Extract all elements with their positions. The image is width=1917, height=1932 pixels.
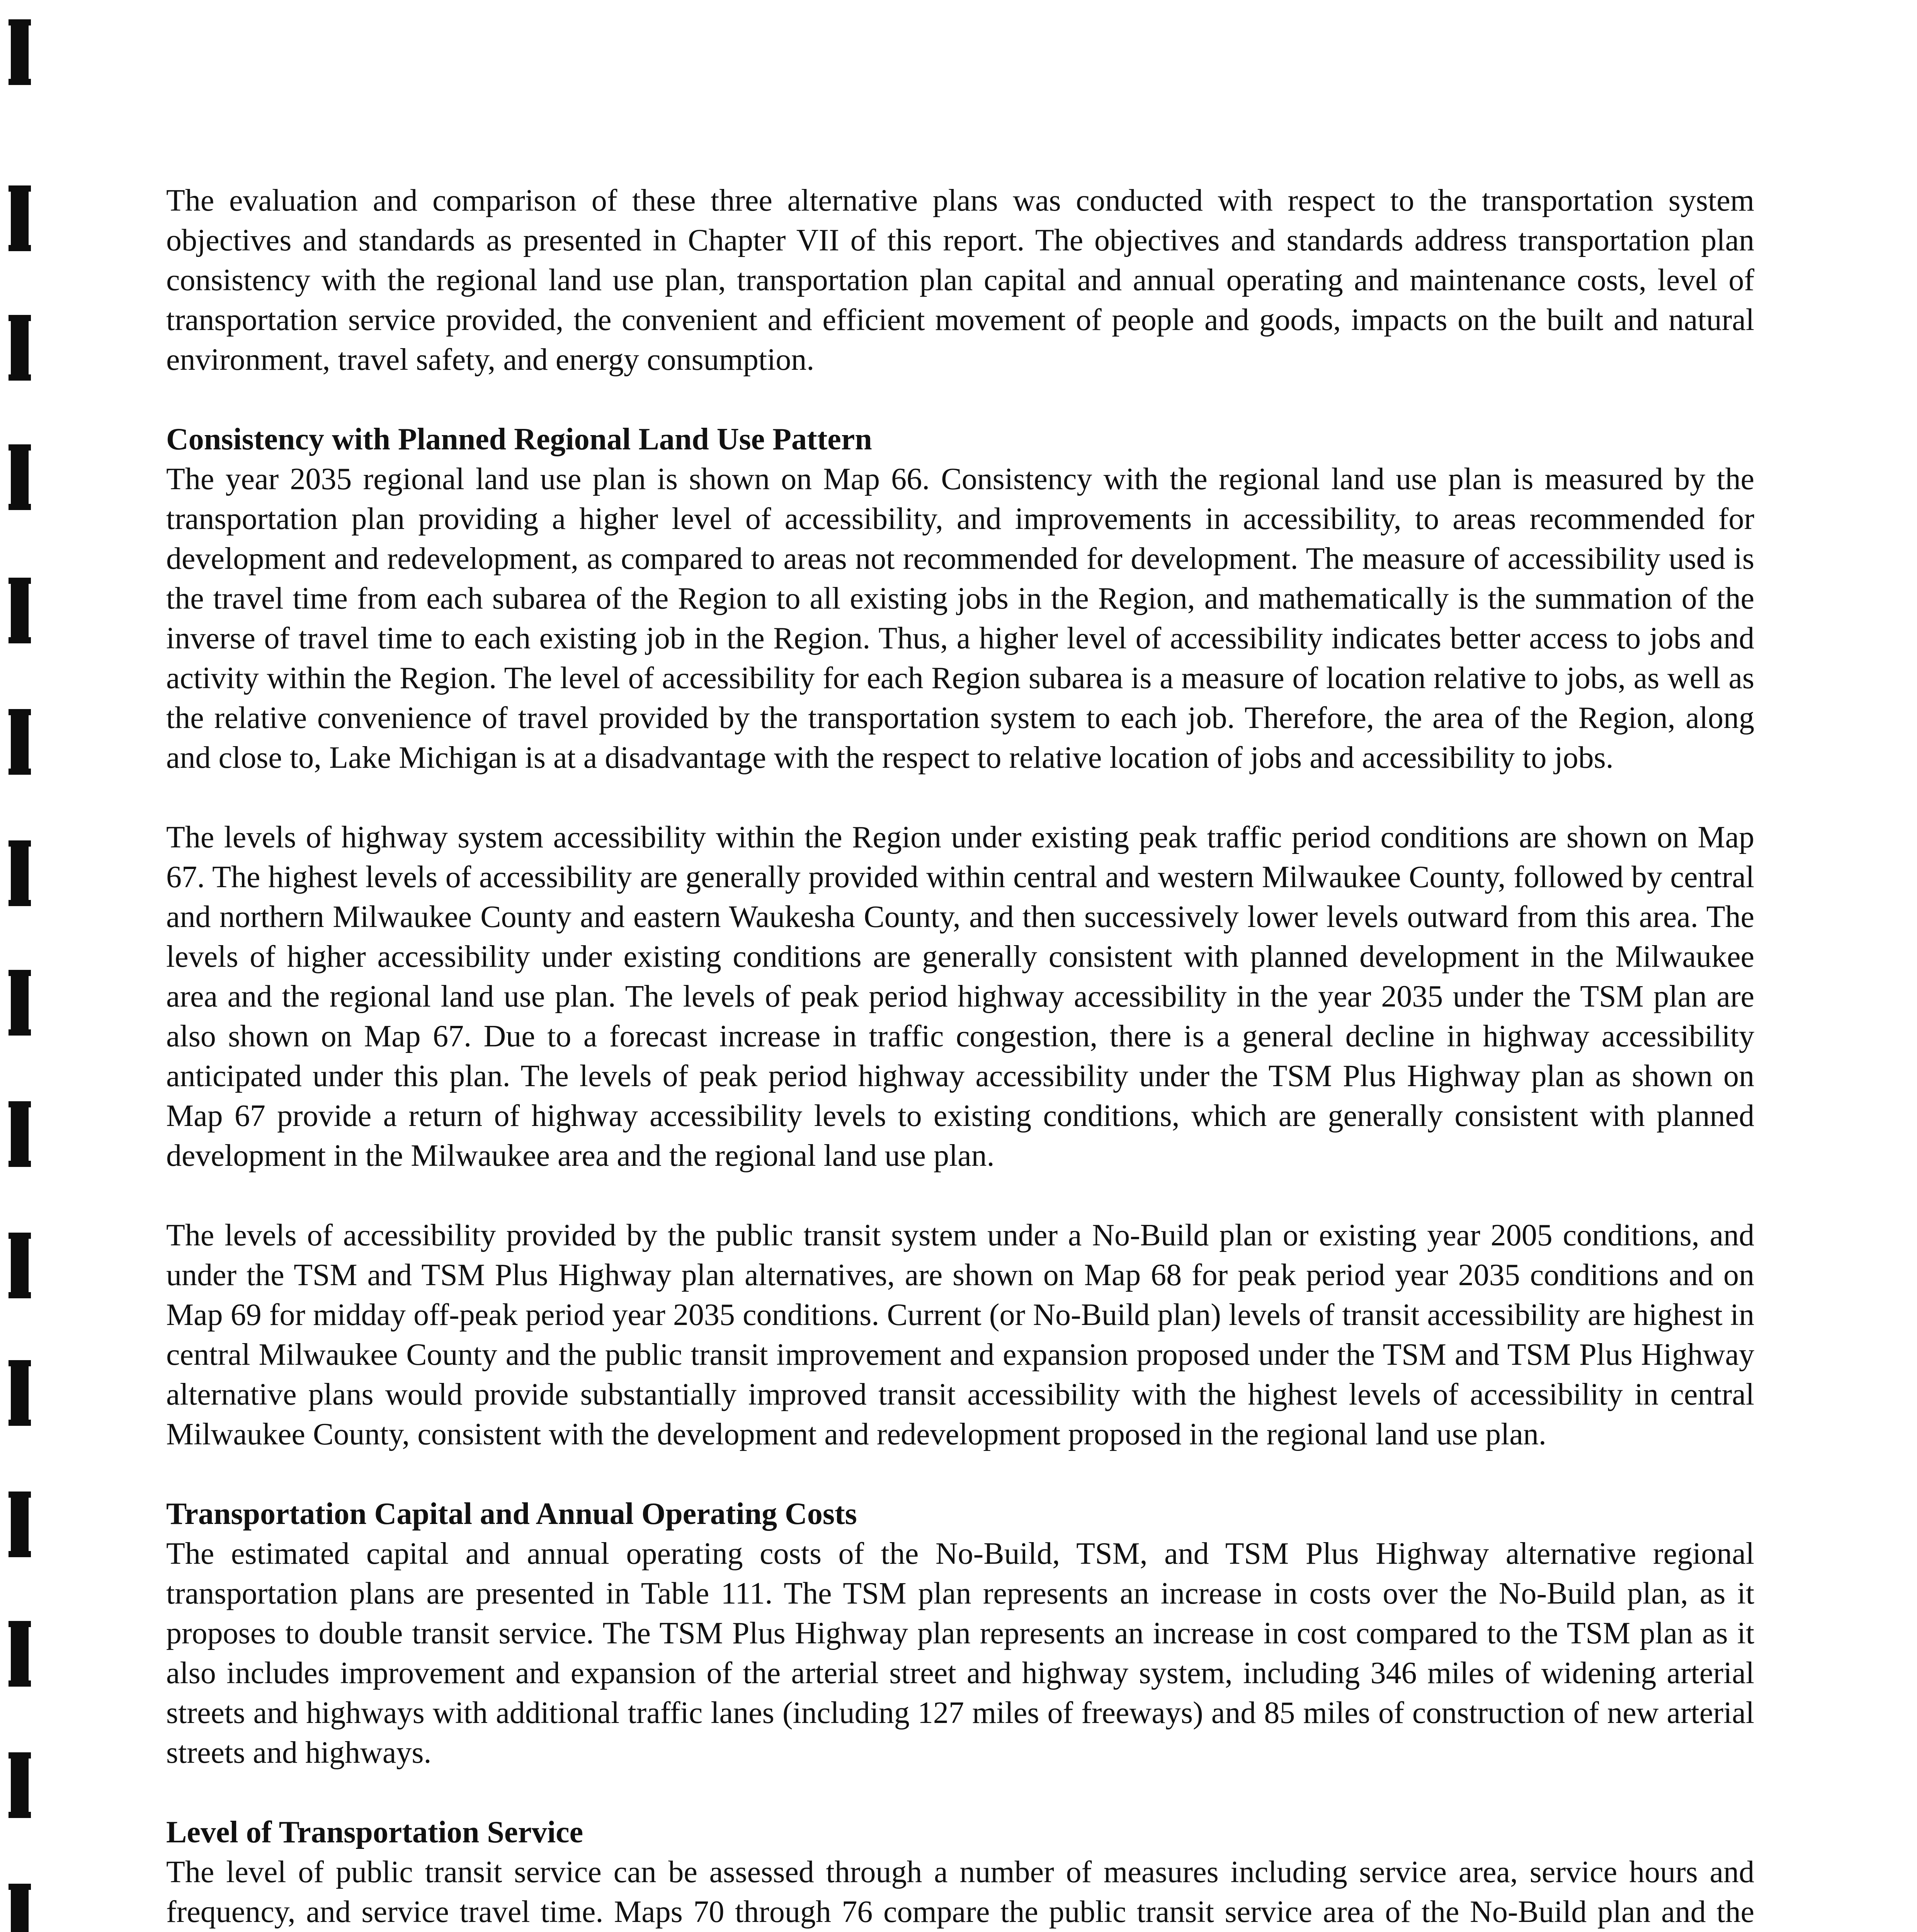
punch-hole xyxy=(11,444,29,510)
consistency-paragraph-3: The levels of accessibility provided by the public transit system under a No-Build plan or existing year 2005 conditions, and under the TSM and TSM Plus Highway plan alternatives, are shown on Map 68 for peak period year 2035 conditions and on Map 69 for midday off-peak period year 2035 conditions. Current (or No-Build plan) levels of transit accessibility are highest in central Milwaukee County and the public transit improvement and expansion proposed under the TSM and TSM Plus Highway alternative plans would provide substantially improved transit accessibility with the highest levels of accessibility in central Milwaukee County, consistent with the development and redevelopment proposed in the regional land use plan. xyxy=(166,1218,1754,1451)
punch-hole xyxy=(11,1884,29,1932)
punch-hole xyxy=(11,19,29,85)
service-paragraph: The level of public transit service can be assessed through a number of measures including service area, service hours and frequency, and service travel time. Maps 70 through 76 compare the public transit service area of the No-Build plan and the xyxy=(166,1855,1754,1929)
punch-hole xyxy=(11,1492,29,1557)
punch-hole xyxy=(11,315,29,381)
page-body xyxy=(166,181,1754,1932)
punch-hole xyxy=(11,1101,29,1167)
punch-hole xyxy=(11,970,29,1036)
punch-hole xyxy=(11,1752,29,1818)
punch-hole xyxy=(11,1621,29,1687)
punch-hole xyxy=(11,1360,29,1426)
consistency-paragraph-2: The levels of highway system accessibility within the Region under existing peak traffic period conditions are shown on Map 67. The highest levels of accessibility are generally provided within central and western Milwaukee County, followed by central and northern Milwaukee County and eastern Waukesha County, and then successively lower levels outward from this area. The levels of higher accessibility under existing conditions are generally consistent with planned development in the Milwaukee area and the regional land use plan. The levels of peak period highway accessibility in the year 2035 under the TSM plan are also shown on Map 67. Due to a forecast increase in traffic congestion, there is a general decline in highway accessibility anticipated under this plan. The levels of peak period highway accessibility under the TSM Plus Highway plan as shown on Map 67 provide a return of highway accessibility levels to existing conditions, which are generally consistent with planned development in the Milwaukee area and the regional land use plan. xyxy=(166,820,1754,1173)
punch-hole xyxy=(11,1233,29,1298)
punch-hole xyxy=(11,578,29,643)
consistency-heading: Consistency with Planned Regional Land Use Pattern xyxy=(166,422,872,456)
consistency-paragraph-1: The year 2035 regional land use plan is shown on Map 66. Consistency with the regional land use plan is measured by the transportation plan providing a higher level of accessibility, and improvements in accessibility, to areas recommended for development and redevelopment, as compared to areas not recommended for development. The measure of accessibility used is the travel time from each subarea of the Region to all existing jobs in the Region, and mathematically is the summation of the inverse of travel time to each existing job in the Region. Thus, a higher level of accessibility indicates better access to jobs and activity within the Region. The level of accessibility for each Region subarea is a measure of location relative to jobs, as well as the relative convenience of travel provided by the transportation system to each job. Therefore, the area of the Region, along and close to, Lake Michigan is at a disadvantage with the respect to relative location of jobs and accessibility to jobs. xyxy=(166,462,1754,775)
punch-hole xyxy=(11,709,29,775)
binding-punch-holes xyxy=(11,0,34,1932)
intro-paragraph: The evaluation and comparison of these three alternative plans was conducted with respect to the transportation system objectives and standards as presented in Chapter VII of this report. The objectives and standards address transportation plan consistency with the regional land use plan, transportation plan capital and annual operating and maintenance costs, level of transportation service provided, the convenient and efficient movement of people and goods, impacts on the built and natural environment, travel safety, and energy consumption. xyxy=(166,184,1754,377)
service-heading: Level of Transportation Service xyxy=(166,1815,583,1849)
costs-heading: Transportation Capital and Annual Operating Costs xyxy=(166,1497,857,1531)
punch-hole xyxy=(11,185,29,251)
costs-paragraph: The estimated capital and annual operating costs of the No-Build, TSM, and TSM Plus Highway alternative regional transportation plans are presented in Table 111. The TSM plan represents an increase in costs over the No-Build plan, as it proposes to double transit service. The TSM Plus Highway plan represents an increase in cost compared to the TSM plan as it also includes improvement and expansion of the arterial street and highway system, including 346 miles of widening arterial streets and highways with additional traffic lanes (including 127 miles of freeways) and 85 miles of construction of new arterial streets and highways. xyxy=(166,1537,1754,1770)
punch-hole xyxy=(11,840,29,906)
